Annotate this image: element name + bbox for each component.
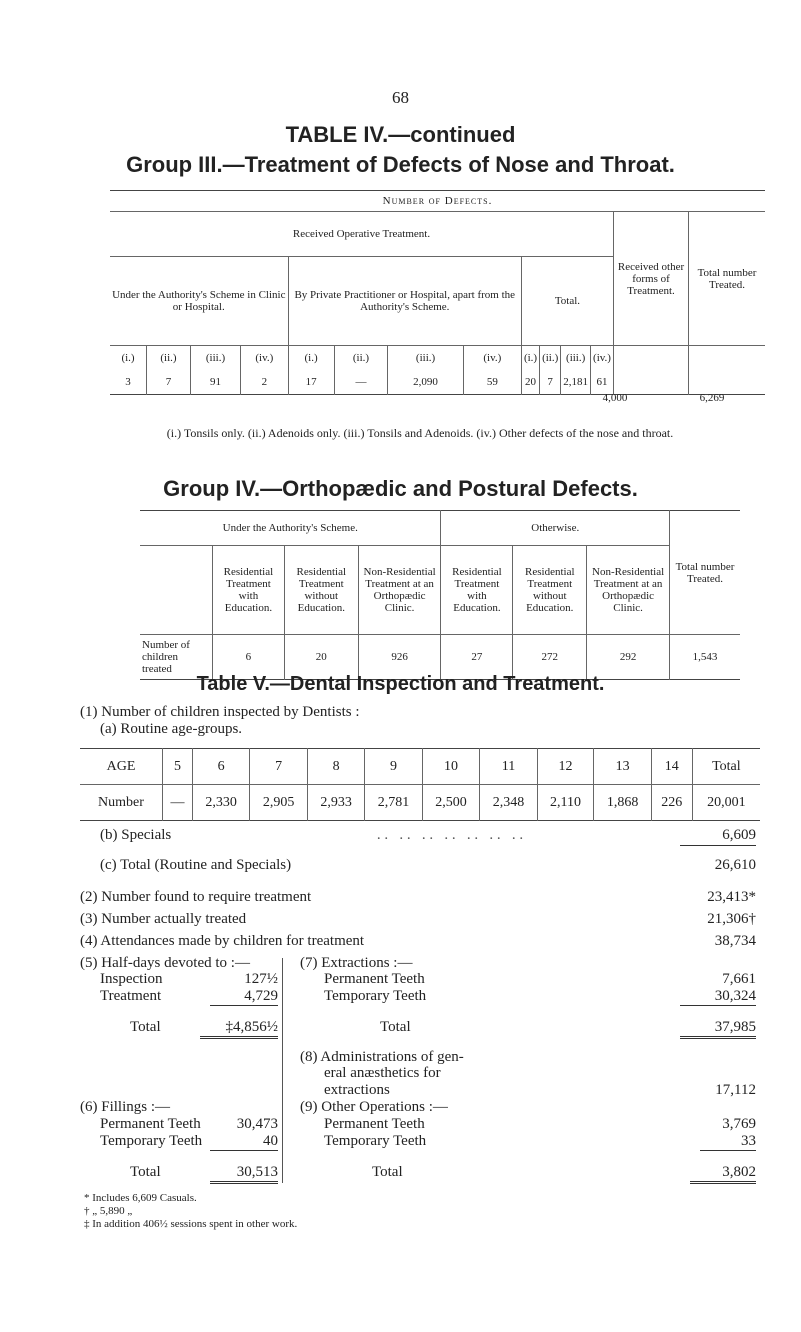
g4-col: Residential Treatment without Education. bbox=[513, 546, 587, 635]
item-b: (b) Specials bbox=[100, 827, 172, 843]
age-header: 12 bbox=[537, 749, 594, 785]
header-authority: Under the Authority's Scheme in Clinic or Hospital. bbox=[110, 257, 288, 346]
total-header: Total bbox=[692, 749, 760, 785]
sub-header: (iv.) bbox=[591, 346, 614, 371]
g4-value: 926 bbox=[358, 635, 441, 680]
sub-header: (iv.) bbox=[241, 346, 288, 371]
g4-value: 292 bbox=[587, 635, 670, 680]
sub-header: (i.) bbox=[288, 346, 334, 371]
total-value: 6,269 bbox=[699, 392, 725, 404]
value-cell: 2 bbox=[241, 370, 288, 395]
item-8-line2: eral anæsthetics for bbox=[324, 1065, 441, 1081]
value-cell: 20 bbox=[521, 370, 539, 395]
number-cell: — bbox=[163, 785, 193, 821]
item-2-value: 23,413* bbox=[707, 889, 756, 905]
g4-value: 272 bbox=[513, 635, 587, 680]
age-header: 13 bbox=[594, 749, 651, 785]
header-private: By Private Practitioner or Hospital, apart from the Authority's Scheme. bbox=[288, 257, 521, 346]
item-2: (2) Number found to require treatment bbox=[80, 889, 312, 905]
age-label: AGE bbox=[80, 749, 163, 785]
item-5-treatment-value: 4,729 bbox=[210, 987, 278, 1006]
item-6-temporary-value: 40 bbox=[210, 1132, 278, 1151]
item-6-total-value: 30,513 bbox=[210, 1163, 278, 1184]
item-9-total: Total bbox=[372, 1164, 403, 1180]
item-7-total-value: 37,985 bbox=[680, 1018, 756, 1039]
item-1a: (a) Routine age-groups. bbox=[100, 721, 243, 737]
item-6-permanent-value: 30,473 bbox=[236, 1116, 278, 1132]
item-5-inspection: Inspection bbox=[100, 971, 163, 987]
sub-header: (i.) bbox=[521, 346, 539, 371]
value-cell: — bbox=[334, 370, 388, 395]
item-8-line1: (8) Administrations of gen- bbox=[300, 1049, 464, 1065]
value-cell: 17 bbox=[288, 370, 334, 395]
header-under-authority: Under the Authority's Scheme. bbox=[140, 511, 441, 546]
item-9-temporary-value: 33 bbox=[700, 1132, 756, 1151]
item-5-total: Total bbox=[130, 1019, 161, 1035]
number-label: Number bbox=[98, 794, 144, 810]
item-3: (3) Number actually treated bbox=[80, 911, 247, 927]
sub-header: (iii.) bbox=[561, 346, 591, 371]
age-header: 11 bbox=[480, 749, 537, 785]
g4-row-label: Number of children treated bbox=[142, 639, 190, 675]
group4-table bbox=[140, 510, 740, 680]
age-table bbox=[80, 748, 760, 821]
number-cell: 2,330 bbox=[192, 785, 249, 821]
value-cell: 59 bbox=[463, 370, 521, 395]
number-cell: 2,905 bbox=[250, 785, 307, 821]
sub-header: (iii.) bbox=[388, 346, 463, 371]
item-1: (1) Number of children inspected by Dentists : bbox=[80, 704, 360, 720]
item-c-value: 26,610 bbox=[714, 857, 756, 873]
item-6-permanent: Permanent Teeth bbox=[100, 1116, 201, 1132]
header-total: Total. bbox=[521, 257, 613, 346]
item-7-total: Total bbox=[380, 1019, 411, 1035]
g4-col: Non-Residential Treatment at an Orthopædic Clinic. bbox=[587, 546, 670, 635]
group4-title: Group IV.—Orthopædic and Postural Defects. bbox=[163, 476, 638, 501]
number-cell: 2,110 bbox=[537, 785, 594, 821]
footnote-2: † „ 5,890 „ bbox=[84, 1205, 133, 1217]
table-title: TABLE IV.—continued bbox=[285, 122, 516, 147]
value-cell: 7 bbox=[540, 370, 561, 395]
item-5-treatment: Treatment bbox=[100, 988, 162, 1004]
item-8-value: 17,112 bbox=[715, 1082, 756, 1098]
item-9-permanent: Permanent Teeth bbox=[324, 1116, 425, 1132]
value-cell: 91 bbox=[190, 370, 240, 395]
item-3-value: 21,306† bbox=[707, 911, 756, 927]
item-9: (9) Other Operations :— bbox=[300, 1099, 448, 1115]
item-5-inspection-value: 127½ bbox=[244, 971, 278, 987]
item-9-permanent-value: 3,769 bbox=[722, 1116, 756, 1132]
value-cell: 2,181 bbox=[561, 370, 591, 395]
number-cell: 1,868 bbox=[594, 785, 651, 821]
header-total-number: Total number Treated. bbox=[689, 212, 766, 346]
value-cell: 2,090 bbox=[388, 370, 463, 395]
header-received-operative: Received Operative Treatment. bbox=[110, 212, 614, 257]
item-9-temporary: Temporary Teeth bbox=[324, 1133, 427, 1149]
number-cell: 2,933 bbox=[307, 785, 364, 821]
item-6-temporary: Temporary Teeth bbox=[100, 1133, 203, 1149]
header-number-defects: Number of Defects. bbox=[110, 191, 765, 212]
g4-col: Residential Treatment with Education. bbox=[213, 546, 285, 635]
sub-header: (iv.) bbox=[463, 346, 521, 371]
item-4: (4) Attendances made by children for treatment bbox=[80, 933, 365, 949]
item-5-total-value: ‡4,856½ bbox=[200, 1018, 278, 1039]
value-cell: 3 bbox=[125, 376, 131, 388]
g4-col: Non-Residential Treatment at an Orthopædic Clinic. bbox=[358, 546, 441, 635]
item-b-value: 6,609 bbox=[722, 827, 756, 843]
age-header: 9 bbox=[365, 749, 422, 785]
g4-value: 27 bbox=[441, 635, 513, 680]
age-header: 7 bbox=[250, 749, 307, 785]
item-6: (6) Fillings :— bbox=[80, 1099, 171, 1115]
page-number: 68 bbox=[392, 88, 409, 107]
age-header: 10 bbox=[422, 749, 479, 785]
value-cell: 7 bbox=[147, 370, 191, 395]
sub-header: (ii.) bbox=[540, 346, 561, 371]
age-header: 6 bbox=[192, 749, 249, 785]
group3-title: Group III.—Treatment of Defects of Nose and Throat. bbox=[126, 152, 675, 177]
group3-table bbox=[110, 190, 765, 395]
item-5: (5) Half-days devoted to :— bbox=[80, 955, 250, 971]
item-7-permanent: Permanent Teeth bbox=[324, 971, 425, 987]
number-cell: 2,348 bbox=[480, 785, 537, 821]
age-header: 8 bbox=[307, 749, 364, 785]
number-cell: 2,781 bbox=[365, 785, 422, 821]
item-7-permanent-value: 7,661 bbox=[722, 971, 756, 987]
number-cell: 2,500 bbox=[422, 785, 479, 821]
other-value: 4,000 bbox=[602, 392, 628, 404]
item-7: (7) Extractions :— bbox=[300, 955, 413, 971]
value-cell: 61 bbox=[591, 370, 614, 395]
g4-value: 20 bbox=[284, 635, 358, 680]
g4-value: 6 bbox=[213, 635, 285, 680]
item-6-total: Total bbox=[130, 1164, 161, 1180]
age-header: 5 bbox=[163, 749, 193, 785]
sub-header: (ii.) bbox=[147, 346, 191, 371]
footnote-3: ‡ In addition 406½ sessions spent in other work. bbox=[84, 1218, 298, 1230]
footnote-1: * Includes 6,609 Casuals. bbox=[84, 1192, 197, 1204]
number-cell: 226 bbox=[651, 785, 692, 821]
sub-header: (ii.) bbox=[334, 346, 388, 371]
item-9-total-value: 3,802 bbox=[690, 1163, 756, 1184]
item-c: (c) Total (Routine and Specials) bbox=[100, 857, 292, 873]
header-other: Received other forms of Treatment. bbox=[614, 212, 689, 346]
item-7-temporary: Temporary Teeth bbox=[324, 988, 427, 1004]
item-8-line3: extractions bbox=[324, 1082, 390, 1098]
g4-col: Residential Treatment without Education. bbox=[284, 546, 358, 635]
number-cell: 20,001 bbox=[692, 785, 760, 821]
header-g4-total: Total number Treated. bbox=[670, 511, 741, 635]
group3-note: (i.) Tonsils only. (ii.) Adenoids only. (iii.) Tonsils and Adenoids. (iv.) Other defects of the nose and throat. bbox=[166, 426, 674, 440]
item-7-temporary-value: 30,324 bbox=[680, 987, 756, 1006]
g4-value: 1,543 bbox=[670, 635, 741, 680]
g4-col: Residential Treatment with Education. bbox=[441, 546, 513, 635]
item-4-value: 38,734 bbox=[714, 933, 756, 949]
header-otherwise: Otherwise. bbox=[441, 511, 670, 546]
table5-title: Table V.—Dental Inspection and Treatment. bbox=[196, 673, 605, 695]
sub-header: (i.) bbox=[121, 352, 135, 364]
age-header: 14 bbox=[651, 749, 692, 785]
sub-header: (iii.) bbox=[190, 346, 240, 371]
